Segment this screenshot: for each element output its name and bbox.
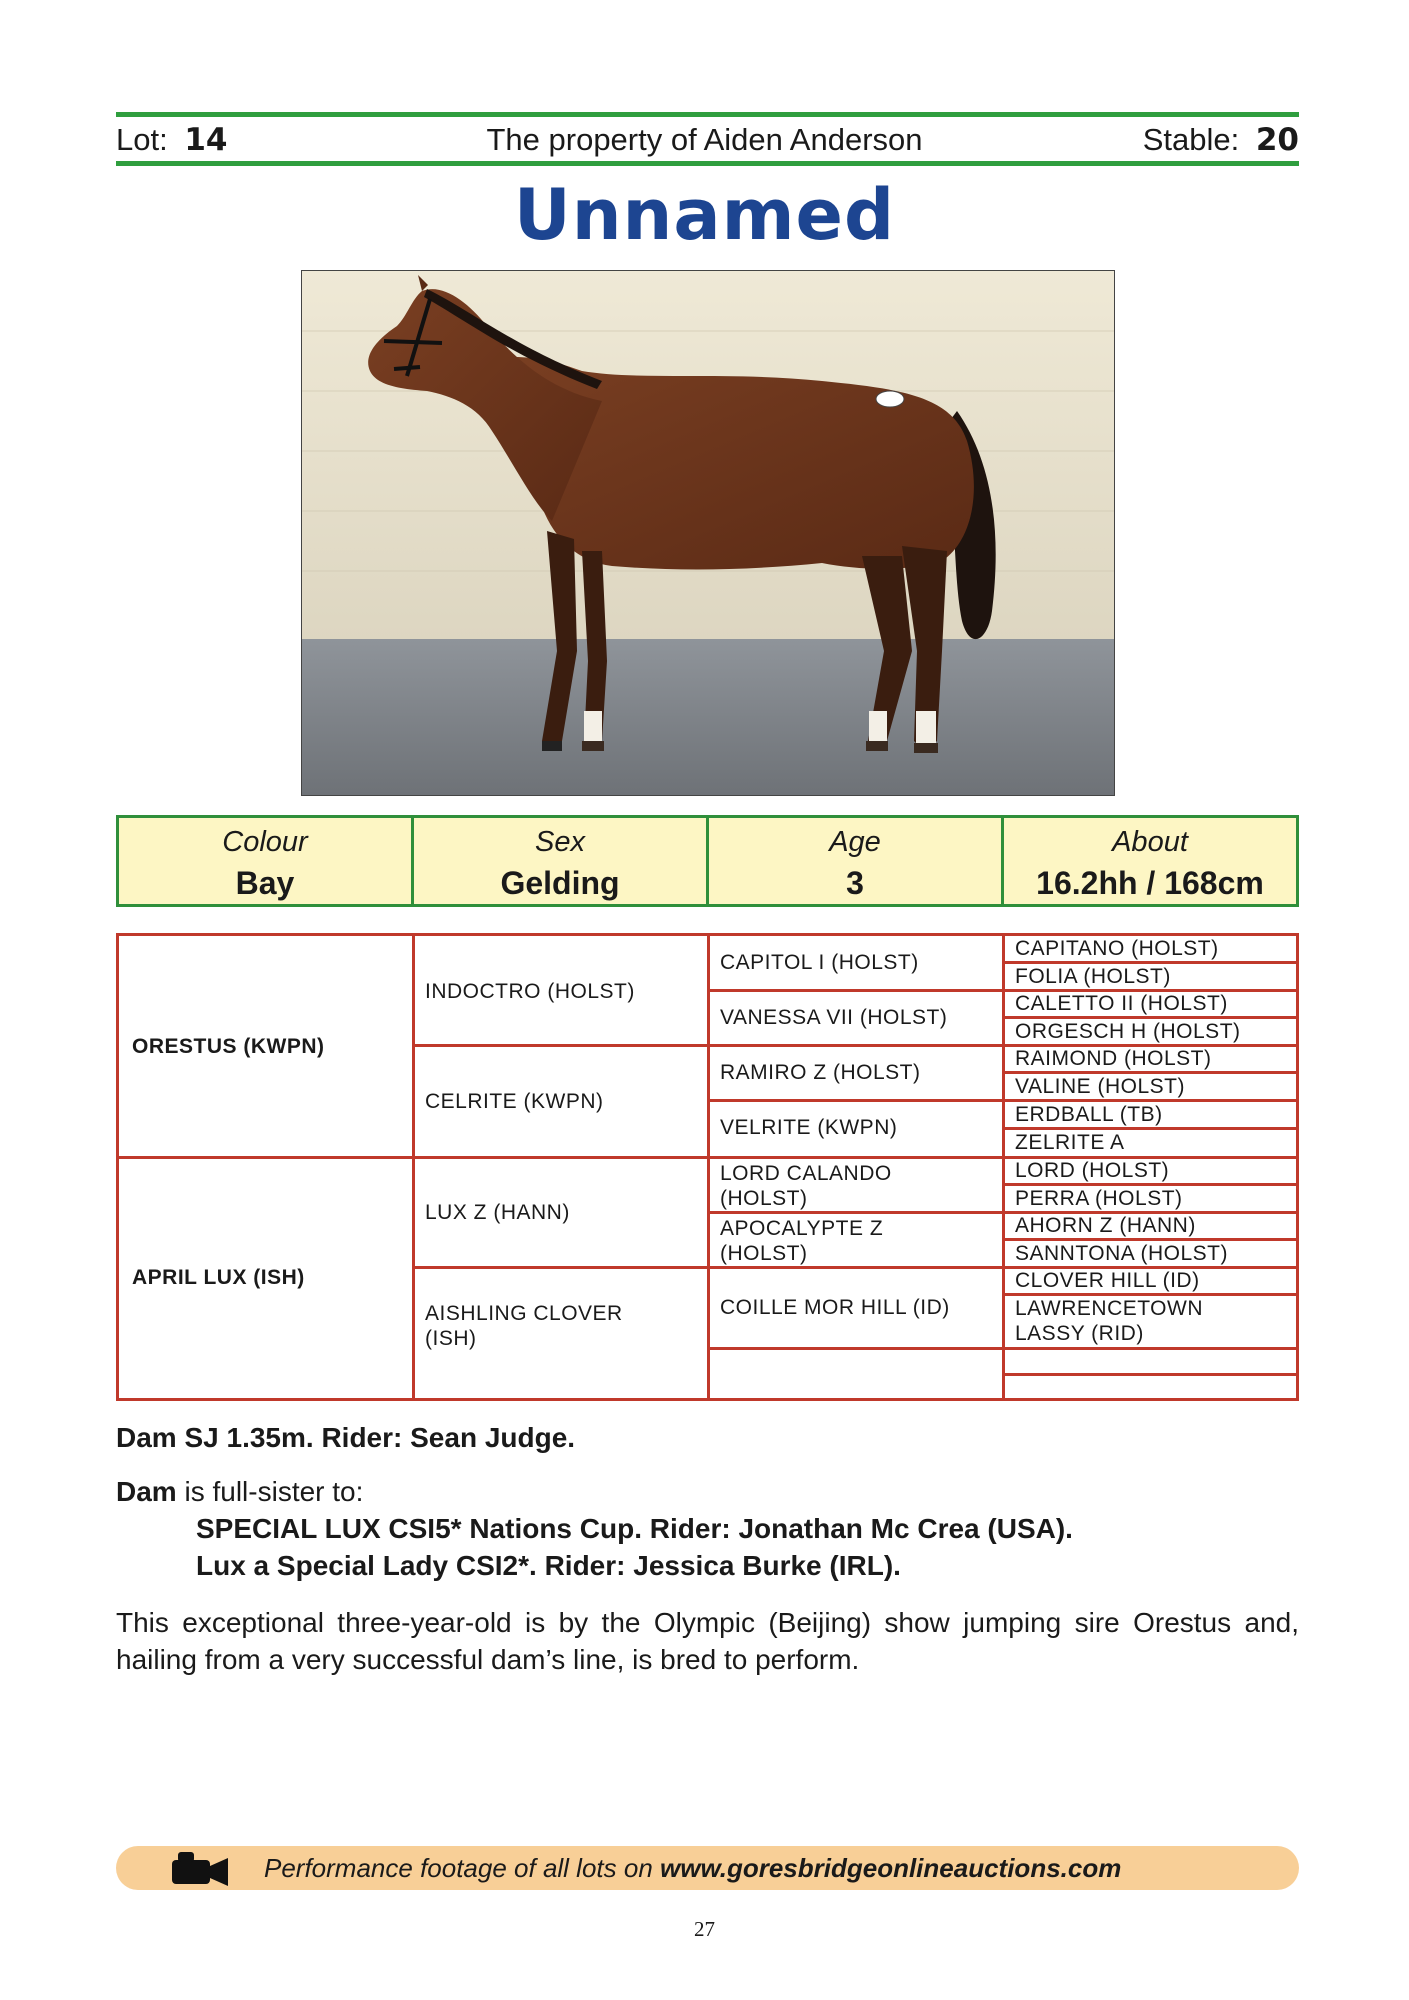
- fact-colour: [119, 818, 414, 904]
- divider: [412, 1044, 710, 1047]
- divider: [1002, 1347, 1299, 1350]
- divider: [707, 1211, 1005, 1214]
- pedigree-gen4: FOLIA (HOLST): [1015, 965, 1171, 988]
- divider: [1002, 936, 1005, 1398]
- divider: [707, 1347, 1005, 1350]
- stable-value: 20: [1255, 122, 1299, 158]
- pedigree-gen4: SANNTONA (HOLST): [1015, 1242, 1228, 1265]
- footer-lead: Performance footage of all lots on: [264, 1853, 661, 1883]
- fact-value: 3: [846, 865, 864, 901]
- divider: [707, 1099, 1005, 1102]
- pedigree-gen3: APOCALYPTE Z (HOLST): [720, 1217, 884, 1265]
- pedigree-gen3: VANESSA VII (HOLST): [720, 1006, 948, 1029]
- horse-facts-table: [116, 815, 1299, 907]
- horse-illustration: [302, 271, 1114, 795]
- fact-age: [709, 818, 1004, 904]
- divider: [707, 1044, 1005, 1047]
- fact-sex: [414, 818, 709, 904]
- horse-name-title: Unnamed: [513, 174, 896, 256]
- pedigree-gen4: AHORN Z (HANN): [1015, 1214, 1196, 1237]
- divider: [119, 1156, 415, 1159]
- stable-label: Stable:: [1142, 122, 1240, 157]
- dam-sister-intro: [116, 1476, 363, 1508]
- pedigree-gen4: VALINE (HOLST): [1015, 1075, 1185, 1098]
- divider: [707, 936, 710, 1398]
- header-top-rule: [116, 112, 1299, 117]
- fact-value: Gelding: [500, 865, 620, 901]
- fact-label: Colour: [222, 826, 308, 858]
- divider: [1002, 1373, 1299, 1376]
- pedigree-gen4: ZELRITE A: [1015, 1131, 1125, 1154]
- fact-height: [1004, 818, 1296, 904]
- pedigree-gen4: CAPITANO (HOLST): [1015, 937, 1219, 960]
- fact-label: Age: [829, 826, 881, 858]
- divider: [707, 989, 1005, 992]
- pedigree-gen4: CALETTO II (HOLST): [1015, 992, 1228, 1015]
- sister-line: SPECIAL LUX CSI5* Nations Cup. Rider: Jonathan Mc Crea (USA).: [196, 1513, 1073, 1544]
- pedigree-gen4: CLOVER HILL (ID): [1015, 1269, 1200, 1292]
- fact-label: About: [1112, 826, 1188, 858]
- lot-value: 14: [184, 122, 228, 158]
- pedigree-gen3: VELRITE (KWPN): [720, 1116, 898, 1139]
- horse-photo: [301, 270, 1115, 796]
- pedigree-gen3: RAMIRO Z (HOLST): [720, 1061, 921, 1084]
- dam-performance: Dam SJ 1.35m. Rider: Sean Judge.: [116, 1422, 576, 1453]
- pedigree-gen3: CAPITOL I (HOLST): [720, 951, 919, 974]
- pedigree-gen2: AISHLING CLOVER (ISH): [425, 1302, 623, 1350]
- pedigree-table: [116, 933, 1299, 1401]
- pedigree-dam: APRIL LUX (ISH): [132, 1266, 305, 1289]
- pedigree-gen4: PERRA (HOLST): [1015, 1187, 1183, 1210]
- description-paragraph: This exceptional three-year-old is by the Olympic (Beijing) show jumping sire Orestus and, hailing from a very successful dam’s line, is bred to perform.: [116, 1607, 1299, 1675]
- footer-url-link[interactable]: www.goresbridgeonlineauctions.com: [660, 1853, 1122, 1883]
- pedigree-gen4: LAWRENCETOWN LASSY (RID): [1015, 1297, 1204, 1345]
- divider: [707, 1266, 1005, 1269]
- footer-text: [264, 1849, 1121, 1887]
- header-bottom-rule: [116, 161, 1299, 166]
- pedigree-gen4: ERDBALL (TB): [1015, 1103, 1163, 1126]
- sister-line: Lux a Special Lady CSI2*. Rider: Jessica Burke (IRL).: [196, 1550, 901, 1581]
- property-owner: The property of Aiden Anderson: [486, 122, 923, 157]
- dam-word: Dam: [116, 1476, 177, 1507]
- pedigree-sire: ORESTUS (KWPN): [132, 1035, 325, 1058]
- fact-label: Sex: [535, 826, 585, 858]
- pedigree-gen4: ORGESCH H (HOLST): [1015, 1020, 1241, 1043]
- pedigree-gen3: COILLE MOR HILL (ID): [720, 1296, 950, 1319]
- pedigree-gen4: LORD (HOLST): [1015, 1159, 1170, 1182]
- pedigree-gen4: RAIMOND (HOLST): [1015, 1047, 1212, 1070]
- divider: [412, 1266, 710, 1269]
- pedigree-gen2: LUX Z (HANN): [425, 1201, 570, 1224]
- sister-text: is full-sister to:: [176, 1476, 364, 1507]
- divider: [707, 1156, 1005, 1159]
- fact-value: 16.2hh / 168cm: [1036, 865, 1264, 901]
- page-number: 27: [694, 1917, 715, 1941]
- stable-number: [1143, 118, 1299, 162]
- lot-label: Lot:: [116, 122, 168, 157]
- fact-value: Bay: [235, 865, 295, 901]
- divider: [412, 1156, 710, 1159]
- pedigree-gen2: CELRITE (KWPN): [425, 1090, 604, 1113]
- pedigree-gen2: INDOCTRO (HOLST): [425, 980, 635, 1003]
- divider: [412, 936, 415, 1398]
- video-camera-icon: [170, 1852, 230, 1886]
- pedigree-gen3: LORD CALANDO (HOLST): [720, 1162, 892, 1210]
